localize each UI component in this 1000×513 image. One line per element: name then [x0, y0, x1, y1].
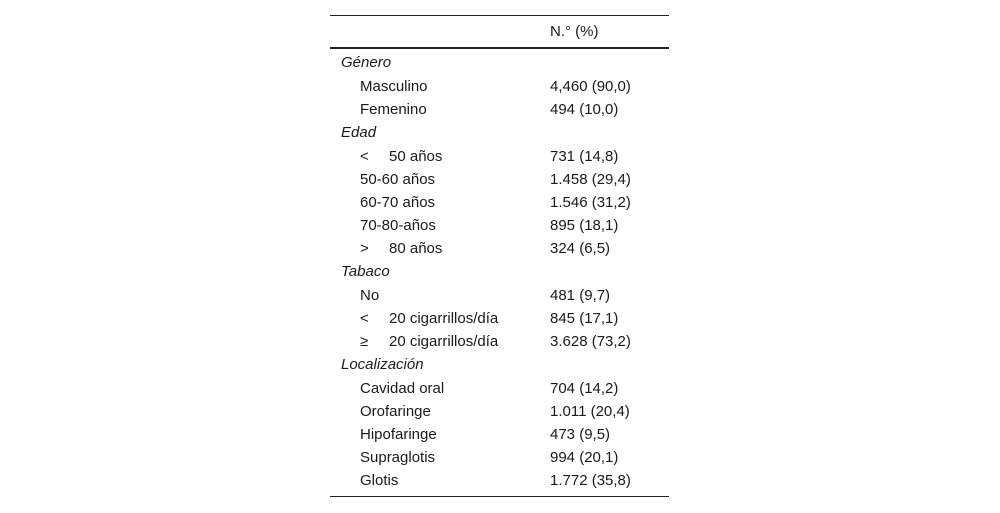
group-label: Género	[341, 54, 392, 71]
row-value: 1.772 (35,8)	[550, 472, 631, 489]
table-row	[330, 145, 669, 168]
row-label-text: 60-70 años	[360, 194, 436, 211]
table-row	[330, 400, 669, 423]
row-value: 494 (10,0)	[550, 101, 619, 118]
row-value: 1.546 (31,2)	[550, 194, 631, 211]
row-label-text: Orofaringe	[360, 403, 431, 420]
row-label	[360, 284, 379, 307]
row-value: 3.628 (73,2)	[550, 333, 631, 350]
row-label-text: Cavidad oral	[360, 380, 445, 397]
table-row	[330, 214, 669, 237]
table-row	[330, 377, 669, 400]
row-label	[360, 330, 498, 353]
table-row	[330, 307, 669, 330]
table-row	[330, 168, 669, 191]
table-row	[330, 469, 669, 492]
row-value: 845 (17,1)	[550, 310, 619, 327]
row-label	[360, 469, 398, 492]
row-value: 731 (14,8)	[550, 148, 619, 165]
row-label	[360, 98, 427, 121]
row-label-text: 50 años	[389, 148, 443, 165]
table-body	[330, 49, 669, 496]
row-label-text: No	[360, 287, 380, 304]
row-symbol: >	[360, 240, 369, 257]
row-label-text: Hipofaringe	[360, 426, 437, 443]
group-label: Localización	[341, 356, 424, 373]
row-label-text: Femenino	[360, 101, 427, 118]
row-label	[360, 214, 436, 237]
row-symbol: ≥	[360, 333, 369, 350]
row-label	[360, 75, 428, 98]
row-label	[360, 307, 498, 330]
row-value: 1.458 (29,4)	[550, 171, 631, 188]
row-value: 895 (18,1)	[550, 217, 619, 234]
demographics-table	[330, 15, 669, 497]
row-value: 994 (20,1)	[550, 449, 619, 466]
row-symbol: <	[360, 148, 369, 165]
table-row	[330, 237, 669, 260]
row-label	[360, 377, 444, 400]
row-symbol: <	[360, 310, 369, 327]
table-row	[330, 446, 669, 469]
row-label	[360, 400, 431, 423]
table-row	[330, 98, 669, 121]
row-label-text: Glotis	[360, 472, 399, 489]
row-label	[360, 191, 435, 214]
row-label-text: 20 cigarrillos/día	[389, 310, 499, 327]
row-label	[360, 423, 437, 446]
row-value: 481 (9,7)	[550, 287, 611, 304]
row-value: 1.011 (20,4)	[550, 403, 630, 420]
row-label	[360, 237, 442, 260]
header-count-percent: N.° (%)	[550, 23, 599, 40]
row-label-text: 70-80-años	[360, 217, 436, 234]
row-value: 324 (6,5)	[550, 240, 611, 257]
row-label-text: 20 cigarrillos/día	[389, 333, 499, 350]
row-label	[360, 168, 435, 191]
table-row	[330, 423, 669, 446]
row-value: 4,460 (90,0)	[550, 78, 631, 95]
row-label-text: Supraglotis	[360, 449, 436, 466]
table-header-row	[330, 16, 669, 47]
row-label-text: 80 años	[389, 240, 443, 257]
table-row	[330, 330, 669, 353]
row-value: 704 (14,2)	[550, 380, 619, 397]
row-label	[360, 446, 435, 469]
row-label-text: Masculino	[360, 78, 428, 95]
table-row	[330, 75, 669, 98]
row-label-text: 50-60 años	[360, 171, 436, 188]
table-row	[330, 191, 669, 214]
group-label: Edad	[341, 124, 377, 141]
table-row	[330, 284, 669, 307]
group-label: Tabaco	[341, 263, 390, 280]
row-label	[360, 145, 442, 168]
table-bottom-rule	[330, 496, 669, 497]
row-value: 473 (9,5)	[550, 426, 611, 443]
